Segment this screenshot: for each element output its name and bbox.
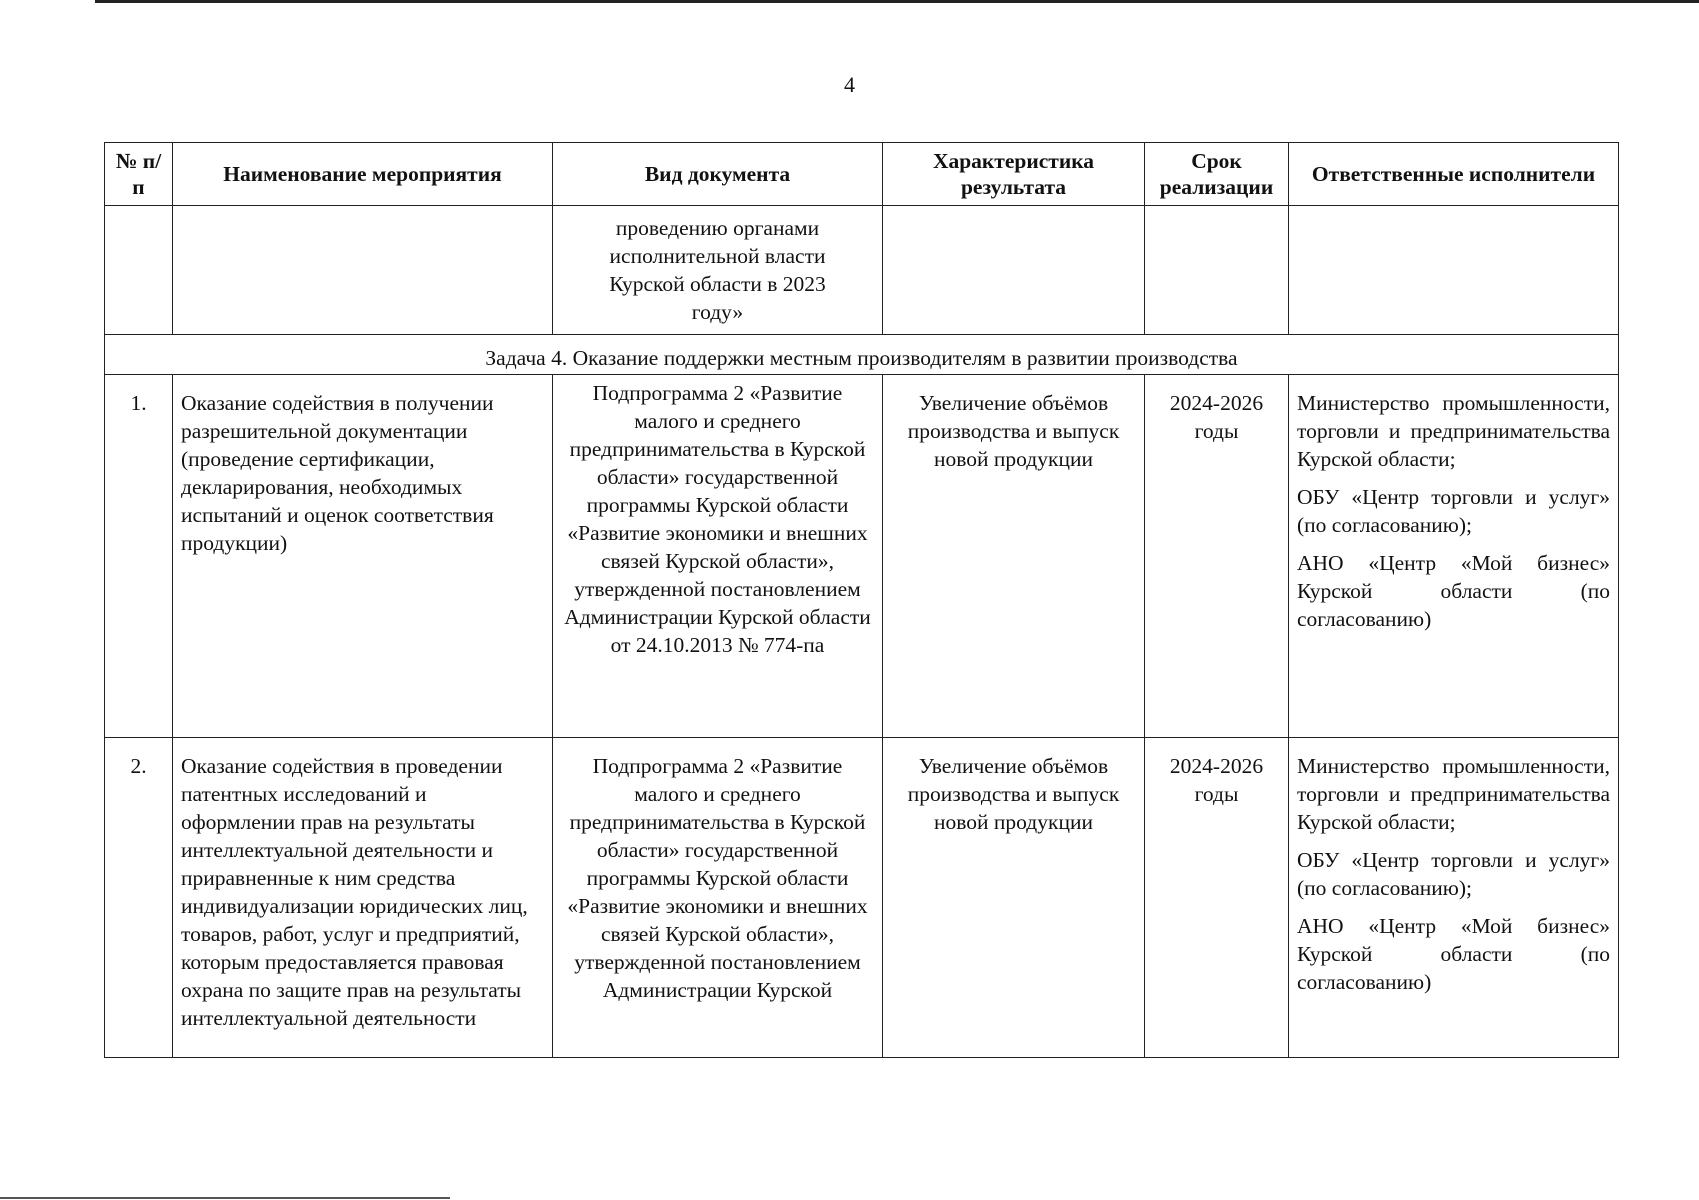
executor-item: АНО «Центр «Мой бизнес» Курской области (по согласованию) [1297, 551, 1610, 631]
table-row [105, 738, 1619, 1058]
continuation-doc-cell: проведению органами исполнительной власти Курской области в 2023 году» [553, 206, 883, 335]
continuation-row [105, 206, 1619, 335]
scan-edge-top [95, 0, 1699, 3]
table-header-row [105, 143, 1619, 206]
header-result: Характеристика результата [883, 143, 1145, 206]
row-term: 2024-2026 годы [1145, 738, 1289, 1058]
header-doc: Вид документа [553, 143, 883, 206]
row-doc: Подпрограмма 2 «Развитие малого и среднего предпринимательства в Курской области» государственной программы Курской области «Развитие экономики и внешних связей Курской области», утвержденной постановлением Администрации Курской области от 24.10.2013 № 774-па [553, 375, 883, 738]
header-term: Срок реализации [1145, 143, 1289, 206]
executor-item: Министерство промышленности, торговли и предпринимательства Курской области; [1297, 391, 1610, 471]
cell-empty [1289, 206, 1619, 335]
row-executors [1289, 375, 1619, 738]
executor-item: АНО «Центр «Мой бизнес» Курской области (по согласованию) [1297, 914, 1610, 994]
row-num: 2. [105, 738, 173, 1058]
row-num: 1. [105, 375, 173, 738]
executor-item: Министерство промышленности, торговли и предпринимательства Курской области; [1297, 754, 1610, 834]
executor-item: ОБУ «Центр торговли и услуг» (по согласованию); [1297, 848, 1610, 900]
cell-empty [883, 206, 1145, 335]
header-name: Наименование мероприятия [173, 143, 553, 206]
row-result: Увеличение объёмов производства и выпуск новой продукции [883, 738, 1145, 1058]
table-row [105, 375, 1619, 738]
task-heading: Задача 4. Оказание поддержки местным производителям в развитии производства [105, 335, 1619, 375]
cell-empty [105, 206, 173, 335]
scan-edge-bottom [0, 1197, 450, 1199]
page-number: 4 [844, 72, 855, 97]
measures-table [104, 142, 1619, 1058]
executor-item: ОБУ «Центр торговли и услуг» (по согласованию); [1297, 485, 1610, 537]
row-name: Оказание содействия в получении разрешительной документации (проведение сертификации, декларирования, необходимых испытаний и оценок соответствия продукции) [173, 375, 553, 738]
row-executors [1289, 738, 1619, 1058]
cell-empty [173, 206, 553, 335]
header-exec: Ответственные исполнители [1289, 143, 1619, 206]
header-num: № п/п [105, 143, 173, 206]
row-result: Увеличение объёмов производства и выпуск новой продукции [883, 375, 1145, 738]
row-doc: Подпрограмма 2 «Развитие малого и среднего предпринимательства в Курской области» государственной программы Курской области «Развитие экономики и внешних связей Курской области», утвержденной постановлением Администрации Курской [553, 738, 883, 1058]
row-term: 2024-2026 годы [1145, 375, 1289, 738]
task-heading-row [105, 335, 1619, 375]
row-name: Оказание содействия в проведении патентных исследований и оформлении прав на результаты интеллектуальной деятельности и приравненные к ним средства индивидуализации юридических лиц, товаров, работ, услуг и предприятий, которым предоставляется правовая охрана по защите прав на результаты интеллектуальной деятельности [173, 738, 553, 1058]
cell-empty [1145, 206, 1289, 335]
